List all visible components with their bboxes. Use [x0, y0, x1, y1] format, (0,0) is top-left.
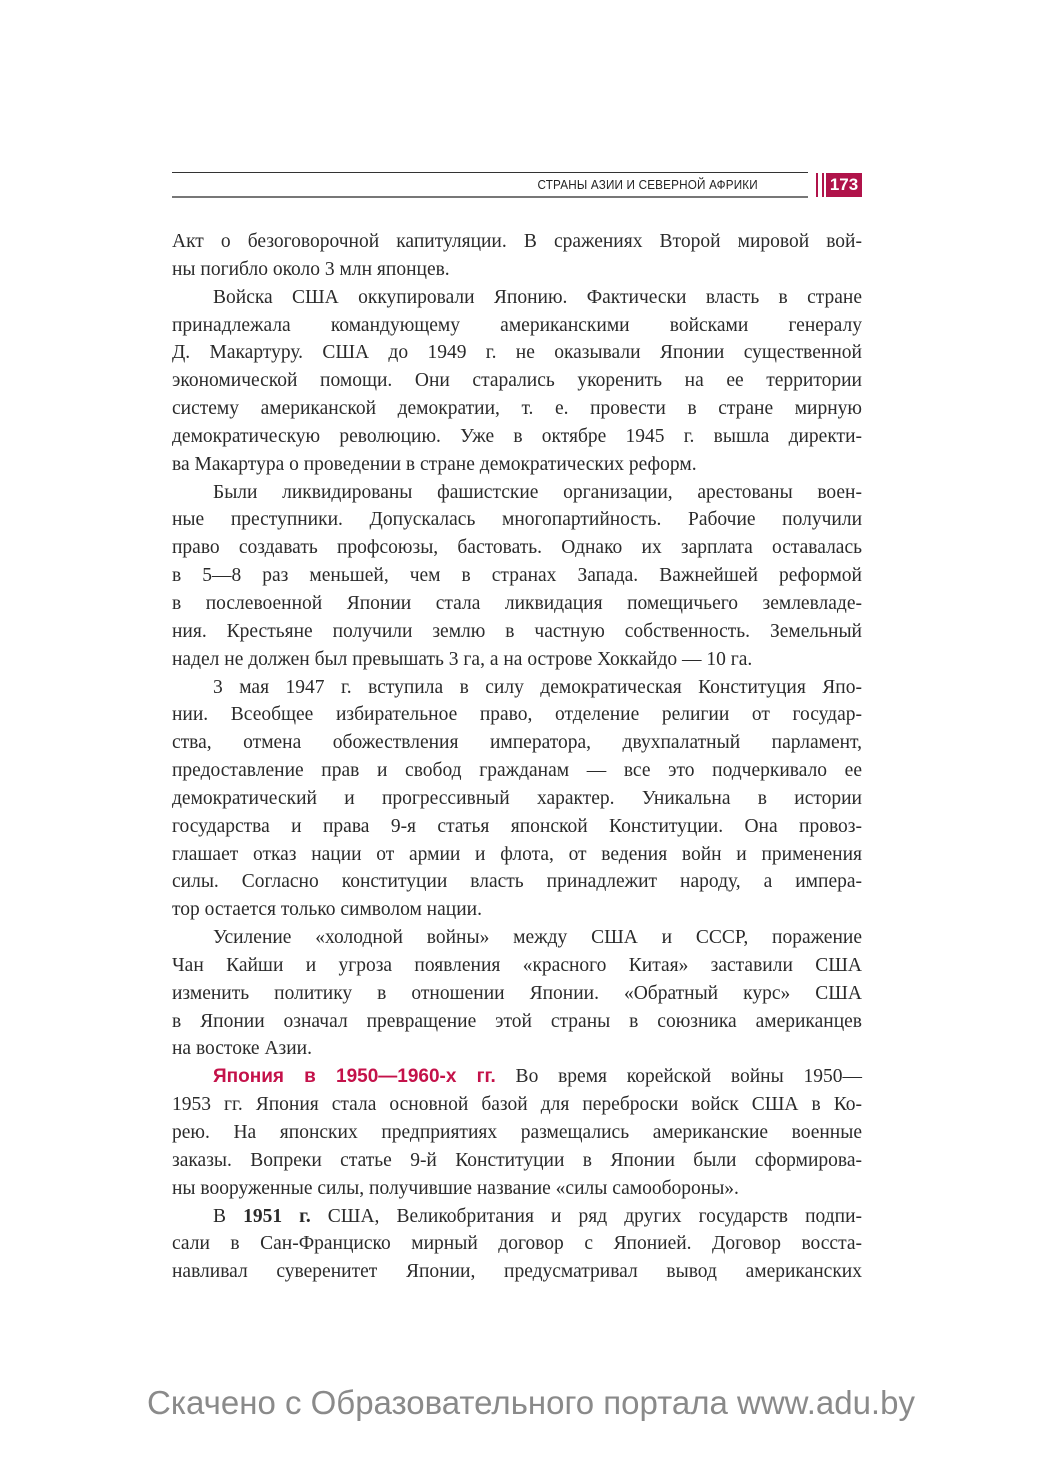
- line-text: ва Макартура о проведении в стране демократических реформ.: [172, 453, 697, 475]
- text-line: [172, 562, 862, 590]
- line-text: предоставление прав и свобод гражданам — все это подчеркивало ее: [172, 760, 862, 782]
- text-line: [172, 284, 862, 312]
- emphasized-date: 1951 г.: [243, 1205, 311, 1227]
- line-text: тор остается только символом нации.: [172, 899, 482, 921]
- line-text: Усиление «холодной войны» между США и СССР, поражение: [213, 927, 862, 949]
- line-text: навливал суверенитет Японии, предусматривал вывод американских: [172, 1261, 862, 1283]
- line-text: ны погибло около 3 млн японцев.: [172, 258, 450, 280]
- line-text: ства, отмена обожествления императора, двухпалатный парламент,: [172, 732, 862, 754]
- download-watermark: Скачено с Образовательного портала www.adu.by: [147, 1384, 915, 1421]
- text-line: [172, 339, 862, 367]
- line-text: государства и права 9-я статья японской Конституции. Она провоз-: [172, 815, 862, 837]
- text-line: [172, 479, 862, 507]
- text-line: [172, 813, 862, 841]
- line-text: сали в Сан-Франциско мирный договор с Японией. Договор восста-: [172, 1233, 862, 1255]
- text-line: [172, 729, 862, 757]
- line-text: изменить политику в отношении Японии. «Обратный курс» США: [172, 982, 862, 1004]
- line-text: глашает отказ нации от армии и флота, от ведения войн и применения: [172, 843, 862, 865]
- paragraph: [172, 479, 862, 674]
- page-number: 173: [826, 173, 862, 197]
- text-line: [172, 228, 862, 256]
- text-line: [172, 395, 862, 423]
- text-line: [172, 1203, 862, 1231]
- text-line: [172, 451, 862, 479]
- line-text: в 5—8 раз меньшей, чем в странах Запада. Важнейшей реформой: [172, 565, 862, 587]
- text-line: [172, 952, 862, 980]
- line-text: ные преступники. Допускалась многопартийность. Рабочие получили: [172, 509, 862, 531]
- text-line: [172, 590, 862, 618]
- body-text: [172, 228, 862, 1286]
- text-line: [172, 1063, 862, 1091]
- text-line: [172, 980, 862, 1008]
- text-line: [172, 701, 862, 729]
- text-line: [172, 896, 862, 924]
- paragraph: [172, 1063, 862, 1202]
- text-line: [172, 256, 862, 284]
- line-text: 1953 гг. Япония стала основной базой для переброски войск США в Ко-: [172, 1094, 862, 1116]
- text-line: [172, 757, 862, 785]
- line-text: принадлежала командующему американскими войсками генералу: [172, 314, 862, 336]
- text-line: [172, 674, 862, 702]
- line-text: заказы. Вопреки статье 9-й Конституции в Японии были сформирова-: [172, 1149, 862, 1171]
- running-header-title: СТРАНЫ АЗИИ И СЕВЕРНОЙ АФРИКИ: [537, 177, 758, 192]
- text-line: [172, 1091, 862, 1119]
- line-text: рею. На японских предприятиях размещались американские военные: [172, 1122, 862, 1143]
- text-line: [172, 423, 862, 451]
- line-text: США, Великобритания и ряд других государств подпи-: [310, 1205, 862, 1227]
- header-rule-bottom: [172, 196, 808, 198]
- text-line: [172, 868, 862, 896]
- line-text: Были ликвидированы фашистские организации, арестованы воен-: [213, 481, 862, 503]
- text-line: [172, 506, 862, 534]
- text-line: [172, 367, 862, 395]
- text-line: [172, 1147, 862, 1175]
- line-text: 3 мая 1947 г. вступила в силу демократическая Конституция Япо-: [213, 676, 862, 698]
- header-rule-top: [172, 172, 808, 173]
- text-line: [172, 1035, 862, 1063]
- line-text: систему американской демократии, т. е. провести в стране мирную: [172, 398, 862, 420]
- line-text: на востоке Азии.: [172, 1038, 312, 1060]
- text-line: [172, 1258, 862, 1286]
- text-line: [172, 1230, 862, 1258]
- paragraph: [172, 228, 862, 284]
- section-heading: Япония в 1950—1960-х гг.: [213, 1066, 496, 1088]
- line-text: ны вооруженные силы, получившие название «силы самообороны».: [172, 1177, 739, 1199]
- text-line: [172, 1008, 862, 1036]
- line-text: надел не должен был превышать 3 га, а на острове Хоккайдо — 10 га.: [172, 648, 753, 670]
- text-line: [172, 312, 862, 340]
- paragraph: [172, 284, 862, 479]
- line-text: Во время корейской войны 1950—: [495, 1066, 862, 1088]
- line-text: силы. Согласно конституции власть принадлежит народу, а импера-: [172, 871, 862, 893]
- line-text: демократический и прогрессивный характер. Уникальна в истории: [172, 787, 862, 809]
- line-text: Войска США оккупировали Японию. Фактически власть в стране: [213, 286, 862, 308]
- line-text: экономической помощи. Они старались укоренить на ее территории: [172, 370, 862, 392]
- text-prefix: В: [213, 1205, 244, 1227]
- text-line: [172, 1119, 862, 1147]
- text-line: [172, 841, 862, 869]
- page-number-bars: [816, 173, 824, 197]
- line-text: в Японии означал превращение этой страны в союзника американцев: [172, 1010, 862, 1032]
- line-text: нии. Всеобщее избирательное право, отделение религии от государ-: [172, 704, 862, 726]
- line-text: Д. Макартуру. США до 1949 г. не оказывали Японии существенной: [172, 342, 862, 364]
- line-text: ния. Крестьяне получили землю в частную собственность. Земельный: [172, 620, 862, 642]
- paragraph: [172, 674, 862, 925]
- text-line: [172, 618, 862, 646]
- paragraph: [172, 924, 862, 1063]
- text-line: [172, 785, 862, 813]
- line-text: демократическую революцию. Уже в октябре 1945 г. вышла директи-: [172, 425, 862, 447]
- text-line: [172, 1175, 862, 1203]
- line-text: Акт о безоговорочной капитуляции. В сражениях Второй мировой вой-: [172, 231, 862, 252]
- paragraph: [172, 1203, 862, 1287]
- line-text: право создавать профсоюзы, бастовать. Однако их зарплата оставалась: [172, 537, 862, 559]
- text-line: [172, 924, 862, 952]
- line-text: в послевоенной Японии стала ликвидация помещичьего землевладе-: [172, 592, 862, 614]
- line-text: Чан Кайши и угроза появления «красного Китая» заставили США: [172, 954, 862, 976]
- text-line: [172, 646, 862, 674]
- text-line: [172, 534, 862, 562]
